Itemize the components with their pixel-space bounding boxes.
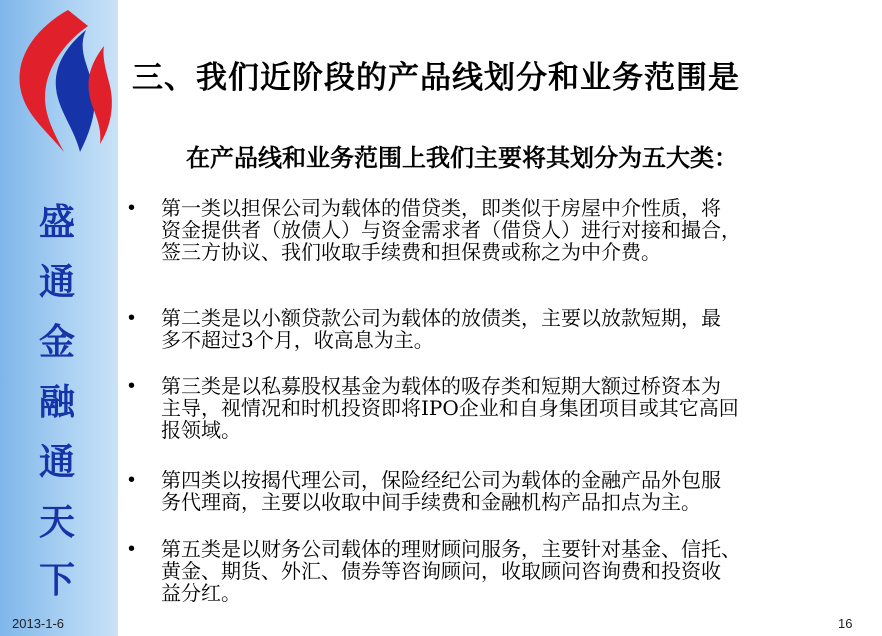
- motto-char-2: 通: [38, 261, 75, 303]
- motto-char-3: 金: [38, 321, 75, 363]
- slide-title: 三、我们近阶段的产品线划分和业务范围是: [132, 60, 740, 96]
- bullet-line: 签三方协议、我们收取手续费和担保费或称之为中介费。: [161, 240, 661, 264]
- motto-char-7: 下: [38, 559, 75, 601]
- slide-date: 2013-1-6: [12, 616, 65, 631]
- sidebar: [0, 0, 118, 636]
- bullet-icon: •: [128, 307, 136, 329]
- motto-char-4: 融: [38, 381, 75, 423]
- motto-char-6: 天: [38, 501, 75, 543]
- motto-char-1: 盛: [38, 201, 75, 243]
- bullet-icon: •: [128, 469, 136, 491]
- company-logo: [6, 6, 116, 156]
- bullet-icon: •: [128, 538, 136, 560]
- bullet-line: 第五类是以财务公司载体的理财顾问服务，主要针对基金、信托、: [161, 537, 741, 561]
- bullet-icon: •: [128, 197, 136, 219]
- bullet-line: 第二类是以小额贷款公司为载体的放债类，主要以放款短期，最: [161, 306, 721, 330]
- page-number: 16: [838, 616, 853, 631]
- slide-subtitle: 在产品线和业务范围上我们主要将其划分为五大类：: [186, 143, 738, 172]
- motto-char-5: 通: [38, 441, 75, 483]
- bullet-line: 务代理商，主要以收取中间手续费和金融机构产品扣点为主。: [161, 490, 701, 514]
- bullet-line: 黄金、期货、外汇、债券等咨询顾问，收取顾问咨询费和投资收: [161, 559, 721, 583]
- bullet-line: 报领域。: [161, 418, 241, 442]
- bullet-line: 资金提供者（放债人）与资金需求者（借贷人）进行对接和撮合，: [161, 218, 741, 242]
- bullet-line: 第四类以按揭代理公司，保险经纪公司为载体的金融产品外包服: [161, 468, 721, 492]
- bullet-line: 多不超过3个月，收高息为主。: [161, 328, 434, 352]
- bullet-icon: •: [128, 375, 136, 397]
- bullet-line: 益分红。: [161, 581, 241, 605]
- bullet-line: 主导，视情况和时机投资即将IPO企业和自身集团项目或其它高回: [161, 396, 739, 420]
- bullet-line: 第一类以担保公司为载体的借贷类，即类似于房屋中介性质，将: [161, 196, 721, 220]
- bullet-line: 第三类是以私募股权基金为载体的吸存类和短期大额过桥资本为: [161, 374, 721, 398]
